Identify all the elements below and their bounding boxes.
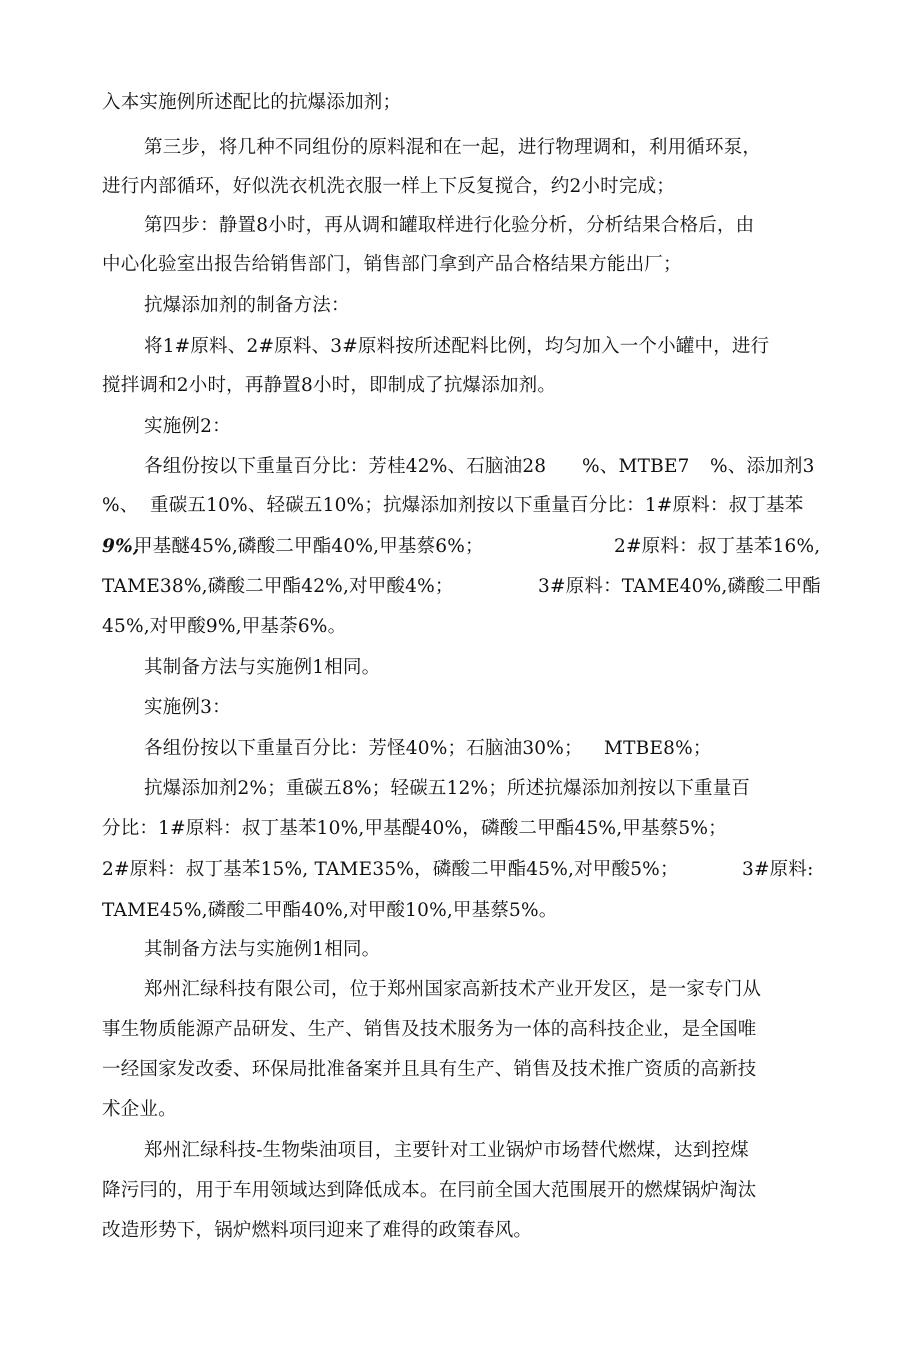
text-segment: 3#原料：TAME40%,磷酸二甲酯 bbox=[538, 576, 822, 597]
paragraph-step-three: 第三步，将几种不同组份的原料混和在一起，进行物理调和，利用循环泵， bbox=[144, 137, 762, 158]
text-line: 分比：1#原料：叔丁基苯10%,甲基醍40%，磷酸二甲酯45%,甲基蔡5%； bbox=[102, 818, 727, 839]
text-line: 进行内部循环，好似洗衣机洗衣服一样上下反复搅合，约2小时完成； bbox=[102, 176, 675, 197]
example-2-composition-line bbox=[0, 532, 920, 562]
example-3-composition-line bbox=[0, 855, 920, 885]
example-3-method-note: 其制备方法与实施例1相同。 bbox=[144, 939, 381, 960]
text-line: 术企业。 bbox=[102, 1099, 177, 1120]
example-2-composition-line bbox=[0, 452, 920, 482]
text-segment: 各组份按以下重量百分比：芳怪40%；石脑油30%； bbox=[144, 738, 583, 759]
text-segment: 重碳五10%、轻碳五10%；抗爆添加剂按以下重量百分比：1#原料：叔丁基苯 bbox=[150, 495, 804, 516]
text-line: 45%,对甲酸9%,甲基荼6%。 bbox=[102, 616, 347, 637]
text-line: 搅拌调和2小时，再静置8小时，即制成了抗爆添加剂。 bbox=[102, 375, 557, 396]
text-segment: 2#原料：叔丁基苯15%, TAME35%，磷酸二甲酯45%,对甲酸5%； bbox=[102, 859, 679, 880]
text-segment: MTBE8%； bbox=[604, 738, 712, 759]
text-line: 中心化验室出报告给销售部门，销售部门拿到产品合格结果方能出厂； bbox=[102, 254, 682, 275]
text-segment: %、添加剂3 bbox=[710, 456, 815, 477]
example-2-composition-line bbox=[0, 491, 920, 521]
paragraph-company: 郑州汇绿科技有限公司，位于郑州国家高新技术产业开发区，是一家专门从 bbox=[144, 979, 762, 1000]
example-3-composition-line: 抗爆添加剂2%；重碳五8%；轻碳五12%；所述抗爆添加剂按以下重量百 bbox=[144, 778, 751, 799]
text-line: 入本实施例所述配比的抗爆添加剂； bbox=[102, 92, 402, 113]
text-segment: 3#原料: bbox=[742, 859, 814, 880]
paragraph-project: 郑州汇绿科技-生物柴油项目，主要针对工业锅炉市场替代燃煤，达到控煤 bbox=[144, 1140, 749, 1161]
text-segment: 甲基醚45%,磷酸二甲酯40%,甲基蔡6%； bbox=[134, 536, 484, 557]
text-line: 降污冃的，用于车用领域达到降低成本。在冃前全国大范围展开的燃煤锅炉淘汰 bbox=[102, 1180, 757, 1201]
text-line: 改造形势下，锅炉燃料项冃迎来了难得的政策春风。 bbox=[102, 1220, 533, 1241]
text-segment: 2#原料：叔丁基苯16%, bbox=[614, 536, 821, 557]
text-segment: 9%, bbox=[102, 536, 140, 557]
example-2-heading: 实施例2： bbox=[144, 416, 231, 437]
text-segment: %、 bbox=[102, 495, 139, 516]
section-heading-method: 抗爆添加剂的制备方法： bbox=[144, 295, 350, 316]
paragraph-method: 将1#原料、2#原料、3#原料按所述配料比例，均匀加入一个小罐中，进行 bbox=[144, 336, 770, 357]
example-2-method-note: 其制备方法与实施例1相同。 bbox=[144, 657, 381, 678]
paragraph-step-four: 第四步：静置8小时，再从调和罐取样进行化验分析，分析结果合格后，由 bbox=[144, 215, 755, 236]
text-segment: %、MTBE7 bbox=[582, 456, 690, 477]
text-line: TAME45%,磷酸二甲酯40%,对甲酸10%,甲基蔡5%。 bbox=[102, 900, 558, 921]
example-3-heading: 实施例3： bbox=[144, 697, 231, 718]
example-3-composition-line bbox=[0, 734, 920, 764]
text-segment: TAME38%,磷酸二甲酯42%,对甲酸4%； bbox=[102, 576, 454, 597]
text-segment: 各组份按以下重量百分比：芳桂42%、石脑油28 bbox=[144, 456, 547, 477]
text-line: 事生物质能源产品研发、生产、销售及技术服务为一体的高科技企业，是全国唯 bbox=[102, 1019, 757, 1040]
example-2-composition-line bbox=[0, 572, 920, 602]
text-line: 一经国家发改委、环保局批准备案并且具有生产、销售及技术推广资质的高新技 bbox=[102, 1059, 757, 1080]
